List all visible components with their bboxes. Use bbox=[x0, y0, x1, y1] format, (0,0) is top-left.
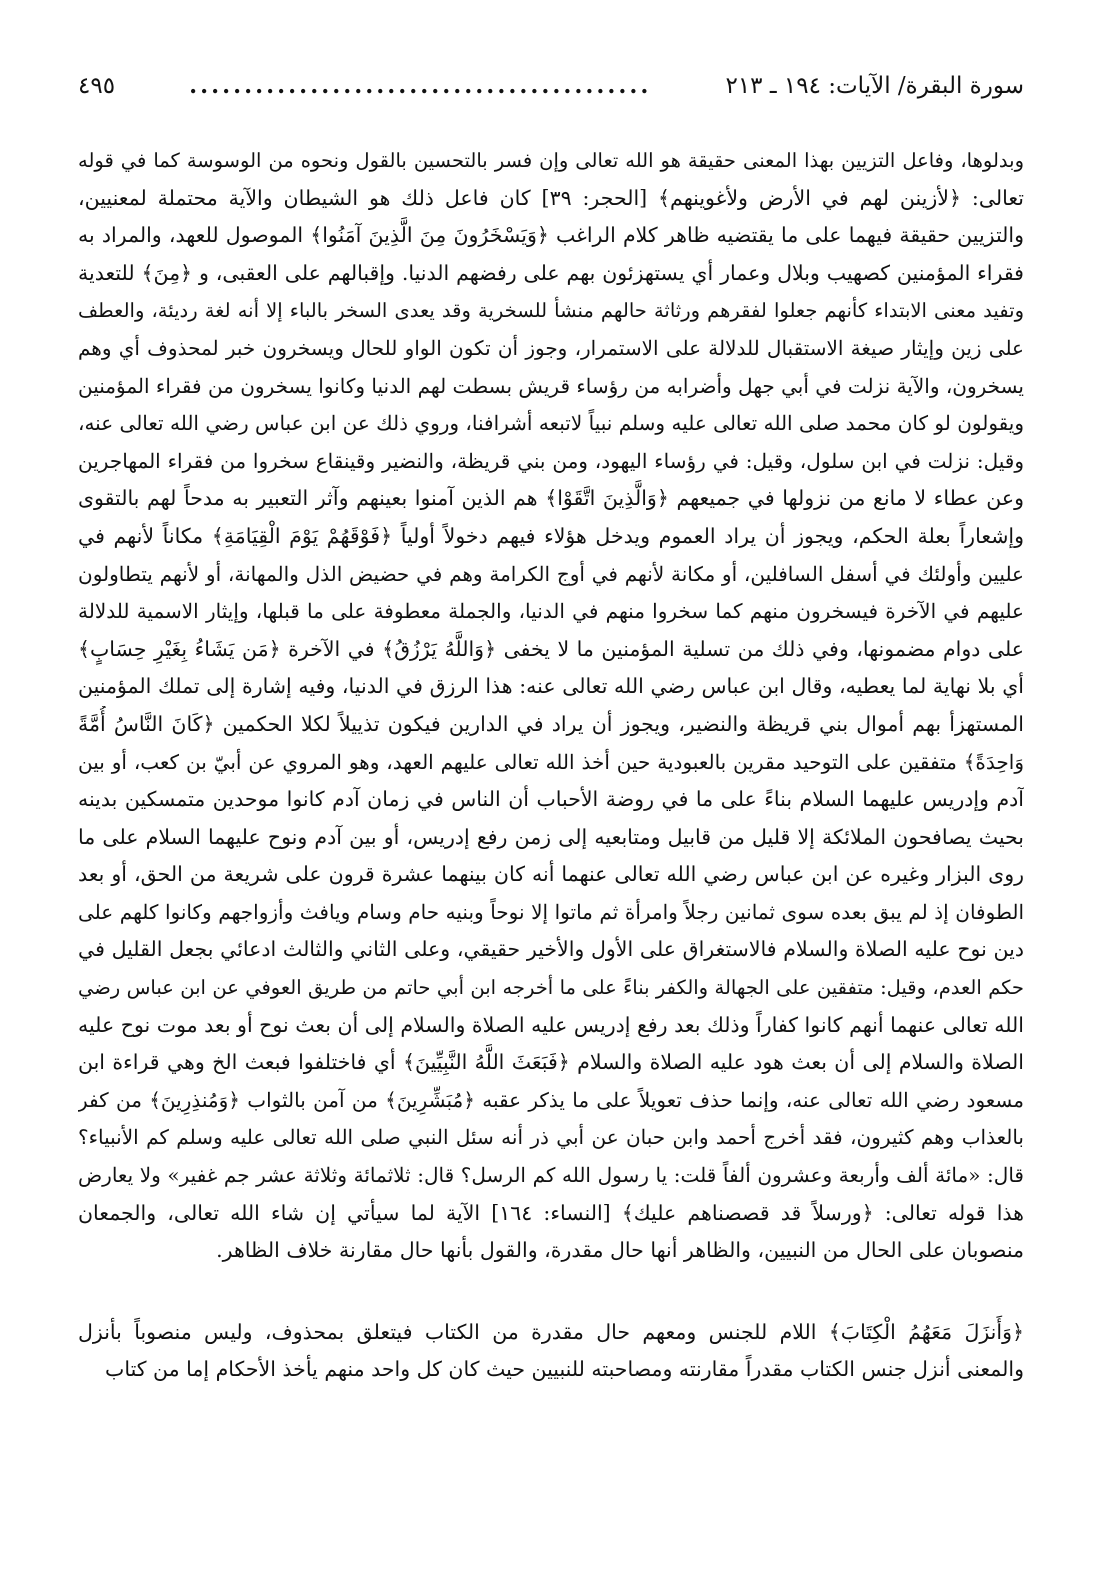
text-line: وعن عطاء لا مانع من نزولها في جميعهم ﴿وَالَّذِينَ اتَّقَوْا﴾ هم الذين آمنوا بعينهم وآثر التعبير به مدحاً لهم بالتقوى bbox=[78, 486, 1024, 511]
running-head-title: سورة البقرة/ الآيات: ١٩٤ ـ ٢١٣ bbox=[725, 73, 1024, 99]
text-line: مسعود رضي الله تعالى عنه، وإنما حذف تعويلاً على ما يذكر عقبه ﴿مُبَشِّرِينَ﴾ من آمن بالثواب ﴿وَمُنذِرِينَ﴾ من كفر bbox=[78, 1087, 1024, 1112]
text-line: الطوفان إذ لم يبق بعده سوى ثمانين رجلاً وامرأة ثم ماتوا إلا نوحاً وبنيه حام وسام ويافث وأزواجهم وكانوا كلهم على bbox=[78, 899, 1024, 924]
text-line: وتفيد معنى الابتداء كأنهم جعلوا لفقرهم ورثاثة حالهم منشأ للسخرية وقد يعدى السخر بالباء إلا أنه لغة رديئة، والعطف bbox=[78, 299, 1024, 323]
text-line: تعالى: ﴿لأزينن لهم في الأرض ولأغوينهم﴾ [الحجر: ٣٩] كان فاعل ذلك هو الشيطان والآية محتملة لمعنيين، bbox=[78, 185, 1024, 210]
text-line: دين نوح عليه الصلاة والسلام فالاستغراق على الأول والأخير حقيقي، وعلى الثاني والثالث ادعائي بجعل القليل في bbox=[78, 937, 1024, 962]
text-line: الصلاة والسلام إلى أن بعث هود عليه الصلاة والسلام ﴿فَبَعَثَ اللَّهُ النَّبِيِّينَ﴾ أي فاختلفوا فبعث الخ وهي قراءة ابن bbox=[78, 1050, 1024, 1075]
text-line: ﴿وَأَنزَلَ مَعَهُمُ الْكِتَابَ﴾ اللام للجنس ومعهم حال مقدرة من الكتاب فيتعلق بمحذوف، وليس منصوباً بأنزل bbox=[78, 1319, 1024, 1344]
text-line: وإشعاراً بعلة الحكم، ويجوز أن يراد العموم ويدخل هؤلاء فيهم دخولاً أولياً ﴿فَوْقَهُمْ يَوْمَ الْقِيَامَةِ﴾ مكاناً لأنهم في bbox=[78, 523, 1024, 548]
text-line: فقراء المؤمنين كصهيب وبلال وعمار أي يستهزئون بهم على رفضهم الدنيا. وإقبالهم على العقبى، و ﴿مِنَ﴾ للتعدية bbox=[78, 260, 1024, 285]
text-line: وقيل: نزلت في ابن سلول، وقيل: في رؤساء اليهود، ومن بني قريظة، والنضير وقينقاع سخروا من فقراء المهاجرين bbox=[78, 448, 1024, 473]
text-line: ويقولون لو كان محمد صلى الله تعالى عليه وسلم نبياً لاتبعه أشرافنا، وروي ذلك عن ابن عباس رضي الله تعالى عنه، bbox=[78, 411, 1024, 436]
text-line: بحيث يصافحون الملائكة إلا قليل من قابيل ومتابعيه إلى زمن رفع إدريس، أو بين آدم ونوح عليهما السلام على ما bbox=[78, 824, 1024, 849]
text-line: الله تعالى عنهما أنهم كانوا كفاراً وذلك بعد رفع إدريس عليه الصلاة والسلام إلى أن بعث نوح أو بعد موت نوح عليه bbox=[78, 1012, 1024, 1037]
text-line: وبدلوها، وفاعل التزيين بهذا المعنى حقيقة هو الله تعالى وإن فسر بالتحسين بالقول ونحوه من الوسوسة كما في قوله bbox=[78, 149, 1024, 172]
text-line: عليهم في الآخرة فيسخرون منهم كما سخروا منهم في الدنيا، والجملة معطوفة على ما قبلها، وإيثار الاسمية للدلالة bbox=[78, 599, 1024, 624]
running-head bbox=[78, 72, 1024, 124]
text-line: بالعذاب وهم كثيرون، فقد أخرج أحمد وابن حبان عن أبي ذر أنه سئل النبي صلى الله تعالى عليه وسلم كم الأنبياء؟ bbox=[78, 1125, 1024, 1150]
text-line: منصوبان على الحال من النبيين، والظاهر أنها حال مقدرة، والقول بأنها حال مقارنة خلاف الظاهر. bbox=[216, 1238, 1024, 1263]
text-line: آدم وإدريس عليهما السلام بناءً على ما في روضة الأحباب أن الناس في زمان آدم كانوا موحدين متمسكين بدينه bbox=[78, 787, 1024, 812]
body-paragraph-2 bbox=[78, 1314, 1024, 1389]
page-number: ٤٩٥ bbox=[78, 73, 116, 99]
text-line: وَاحِدَةً﴾ متفقين على التوحيد مقرين بالعبودية حين أخذ الله تعالى عليهم العهد، وهو المروي عن أبيّ بن كعب، أو بين bbox=[78, 749, 1024, 774]
text-line: على زين وإيثار صيغة الاستقبال للدلالة على الاستمرار، وجوز أن تكون الواو للحال ويسخرون خبر لمحذوف أي وهم bbox=[78, 335, 1024, 360]
text-line: والمعنى أنزل جنس الكتاب مقدراً مقارنته ومصاحبته للنبيين حيث كان كل واحد منهم يأخذ الأحكام إما من كتاب bbox=[105, 1357, 1024, 1382]
text-line: روى البزار وغيره عن ابن عباس رضي الله تعالى عنهما أنه كان بينهما عشرة قرون على شريعة من الحق، أو بعد bbox=[78, 862, 1024, 887]
text-line: يسخرون، والآية نزلت في أبي جهل وأضرابه من رؤساء قريش بسطت لهم الدنيا وكانوا يسخرون من فقراء المؤمنين bbox=[78, 373, 1024, 398]
paragraph-gap bbox=[78, 1270, 1024, 1314]
body-paragraph-1 bbox=[78, 142, 1024, 1270]
running-head-leader-dots: .......................................... bbox=[189, 72, 652, 99]
text-line: هذا قوله تعالى: ﴿ورسلاً قد قصصناهم عليك﴾ [النساء: ١٦٤] الآية لما سيأتي إن شاء الله تعالى، والجمعان bbox=[78, 1200, 1024, 1225]
text-line: عليين وأولئك في أسفل السافلين، أو مكانة لأنهم في أوج الكرامة وهم في حضيض الذل والمهانة، أو لأنهم يتطاولون bbox=[78, 561, 1024, 586]
text-line: المستهزأ بهم أموال بني قريظة والنضير، ويجوز أن يراد في الدارين فيكون تذييلاً لكلا الحكمين ﴿كَانَ النَّاسُ أُمَّةً bbox=[78, 711, 1024, 736]
text-line: والتزيين حقيقة فيهما على ما يقتضيه ظاهر كلام الراغب ﴿وَيَسْخَرُونَ مِنَ الَّذِينَ آمَنُوا﴾ الموصول للعهد، والمراد به bbox=[78, 223, 1024, 248]
text-line: حكم العدم، وقيل: متفقين على الجهالة والكفر بناءً على ما أخرجه ابن أبي حاتم من طريق العوفي عن ابن عباس رضي bbox=[78, 976, 1024, 1000]
text-line: أي بلا نهاية لما يعطيه، وقال ابن عباس رضي الله تعالى عنه: هذا الرزق في الدنيا، وفيه إشارة إلى تملك المؤمنين bbox=[78, 674, 1024, 699]
text-line: قال: «مائة ألف وأربعة وعشرون ألفاً قلت: يا رسول الله كم الرسل؟ قال: ثلاثمائة وثلاثة عشر جم غفير» ولا يعارض bbox=[78, 1163, 1024, 1188]
text-line: على دوام مضمونها، وفي ذلك من تسلية المؤمنين ما لا يخفى ﴿وَاللَّهُ يَرْزُقُ﴾ في الآخرة ﴿مَن يَشَاءُ بِغَيْرِ حِسَابٍ﴾ bbox=[78, 636, 1024, 661]
